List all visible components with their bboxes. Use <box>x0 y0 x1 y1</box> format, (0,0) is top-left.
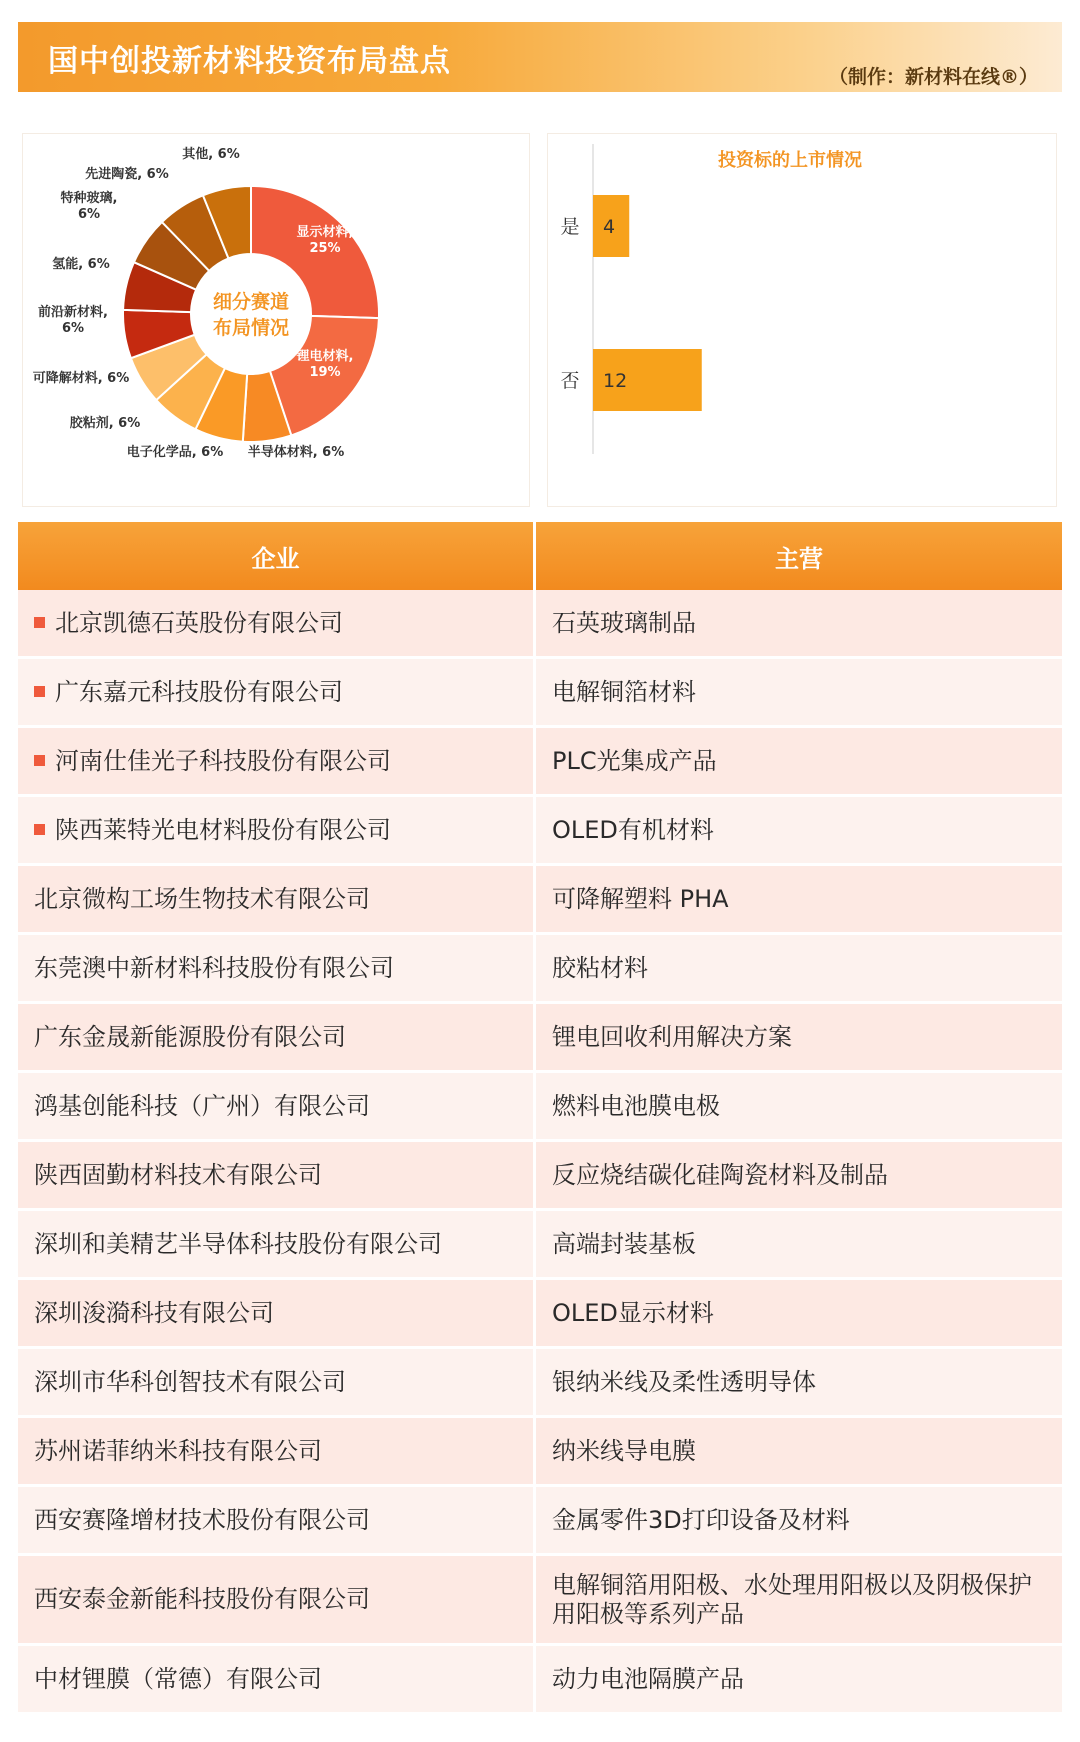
business-cell: 高端封装基板 <box>536 1211 1062 1280</box>
segment-donut-chart-panel <box>22 133 530 507</box>
business-cell: PLC光集成产品 <box>536 728 1062 797</box>
slice-label: 电子化学品, 6% <box>126 445 224 460</box>
business-cell: 锂电回收利用解决方案 <box>536 1004 1062 1073</box>
category-label: 是 <box>560 216 580 238</box>
column-header-business: 主营 <box>536 522 1062 590</box>
slice-value-label: 6% <box>77 207 101 222</box>
company-cell <box>18 866 536 935</box>
company-cell <box>18 1142 536 1211</box>
table-body <box>18 590 1062 1715</box>
segment-donut-chart <box>23 134 529 506</box>
company-cell <box>18 1418 536 1487</box>
category-label: 否 <box>560 370 580 392</box>
slice-label: 显示材料, <box>296 225 354 240</box>
business-cell: 燃料电池膜电极 <box>536 1073 1062 1142</box>
business-cell: OLED有机材料 <box>536 797 1062 866</box>
slice-value-label: 19% <box>309 365 341 380</box>
listing-bar-chart <box>548 134 1056 506</box>
listed-marker-icon <box>34 686 45 697</box>
table-row <box>18 1418 1062 1487</box>
slice-label: 前沿新材料, <box>38 305 108 320</box>
table-row <box>18 1073 1062 1142</box>
business-cell: 动力电池隔膜产品 <box>536 1646 1062 1715</box>
slice-label: 先进陶瓷, 6% <box>85 167 169 182</box>
company-cell <box>18 659 536 728</box>
page-title: 国中创投新材料投资布局盘点 <box>48 44 451 79</box>
slice-label: 可降解材料, 6% <box>32 371 130 386</box>
business-cell: 可降解塑料 PHA <box>536 866 1062 935</box>
companies-table <box>18 522 1062 1715</box>
credit-text: （制作：新材料在线®） <box>828 66 1038 88</box>
company-cell <box>18 1646 536 1715</box>
business-cell: OLED显示材料 <box>536 1280 1062 1349</box>
table-row <box>18 1280 1062 1349</box>
table-row <box>18 1646 1062 1715</box>
company-cell <box>18 590 536 659</box>
table-row <box>18 1004 1062 1073</box>
company-cell <box>18 728 536 797</box>
company-name: 北京凯德石英股份有限公司 <box>55 608 343 637</box>
table-row <box>18 1487 1062 1556</box>
column-header-company: 企业 <box>18 522 536 590</box>
company-cell <box>18 797 536 866</box>
listed-marker-icon <box>34 755 45 766</box>
table-row <box>18 1211 1062 1280</box>
company-name: 中材锂膜（常德）有限公司 <box>34 1664 322 1693</box>
company-cell <box>18 1211 536 1280</box>
company-name: 陕西固勤材料技术有限公司 <box>34 1160 322 1189</box>
company-name: 深圳浚漪科技有限公司 <box>34 1298 274 1327</box>
slice-label: 特种玻璃, <box>60 191 118 206</box>
listed-marker-icon <box>34 617 45 628</box>
company-name: 广东嘉元科技股份有限公司 <box>55 677 343 706</box>
bar-chart-title: 投资标的上市情况 <box>718 150 862 171</box>
company-name: 陕西莱特光电材料股份有限公司 <box>55 815 391 844</box>
donut-center-title-line2: 布局情况 <box>212 317 290 339</box>
company-cell <box>18 1004 536 1073</box>
table-row <box>18 659 1062 728</box>
bar-value-label: 12 <box>603 370 628 392</box>
table-row <box>18 935 1062 1004</box>
table-row <box>18 1142 1062 1211</box>
table-header-row <box>18 522 1062 590</box>
business-cell: 银纳米线及柔性透明导体 <box>536 1349 1062 1418</box>
business-cell: 电解铜箔材料 <box>536 659 1062 728</box>
business-cell: 石英玻璃制品 <box>536 590 1062 659</box>
table-row <box>18 797 1062 866</box>
company-cell <box>18 1556 536 1646</box>
slice-value-label: 25% <box>309 241 341 256</box>
business-cell: 反应烧结碳化硅陶瓷材料及制品 <box>536 1142 1062 1211</box>
business-cell: 金属零件3D打印设备及材料 <box>536 1487 1062 1556</box>
business-cell: 胶粘材料 <box>536 935 1062 1004</box>
table-row <box>18 866 1062 935</box>
company-cell <box>18 1349 536 1418</box>
business-cell: 电解铜箔用阳极、水处理用阳极以及阴极保护用阳极等系列产品 <box>536 1556 1062 1646</box>
company-name: 西安赛隆增材技术股份有限公司 <box>34 1505 370 1534</box>
table-row <box>18 728 1062 797</box>
title-banner <box>18 22 1062 92</box>
company-cell <box>18 935 536 1004</box>
company-cell <box>18 1280 536 1349</box>
listed-marker-icon <box>34 824 45 835</box>
slice-value-label: 6% <box>61 321 85 336</box>
slice-label: 胶粘剂, 6% <box>69 416 141 431</box>
table-row <box>18 1349 1062 1418</box>
company-name: 西安泰金新能科技股份有限公司 <box>34 1585 370 1614</box>
company-name: 深圳和美精艺半导体科技股份有限公司 <box>34 1229 442 1258</box>
company-name: 苏州诺菲纳米科技有限公司 <box>34 1436 322 1465</box>
slice-label: 半导体材料, 6% <box>247 445 345 460</box>
table-row <box>18 1556 1062 1646</box>
slice-label: 其他, 6% <box>182 147 240 162</box>
company-cell <box>18 1487 536 1556</box>
company-cell <box>18 1073 536 1142</box>
company-name: 东莞澳中新材料科技股份有限公司 <box>34 953 394 982</box>
table-row <box>18 590 1062 659</box>
company-name: 深圳市华科创智技术有限公司 <box>34 1367 346 1396</box>
company-name: 河南仕佳光子科技股份有限公司 <box>55 746 391 775</box>
donut-center-title-line1: 细分赛道 <box>212 291 290 313</box>
listing-bar-chart-panel <box>547 133 1057 507</box>
company-name: 鸿基创能科技（广州）有限公司 <box>34 1091 370 1120</box>
slice-label: 锂电材料, <box>296 349 354 364</box>
company-name: 北京微构工场生物技术有限公司 <box>34 884 370 913</box>
bar-value-label: 4 <box>603 216 616 238</box>
business-cell: 纳米线导电膜 <box>536 1418 1062 1487</box>
slice-label: 氢能, 6% <box>52 257 110 272</box>
company-name: 广东金晟新能源股份有限公司 <box>34 1022 346 1051</box>
